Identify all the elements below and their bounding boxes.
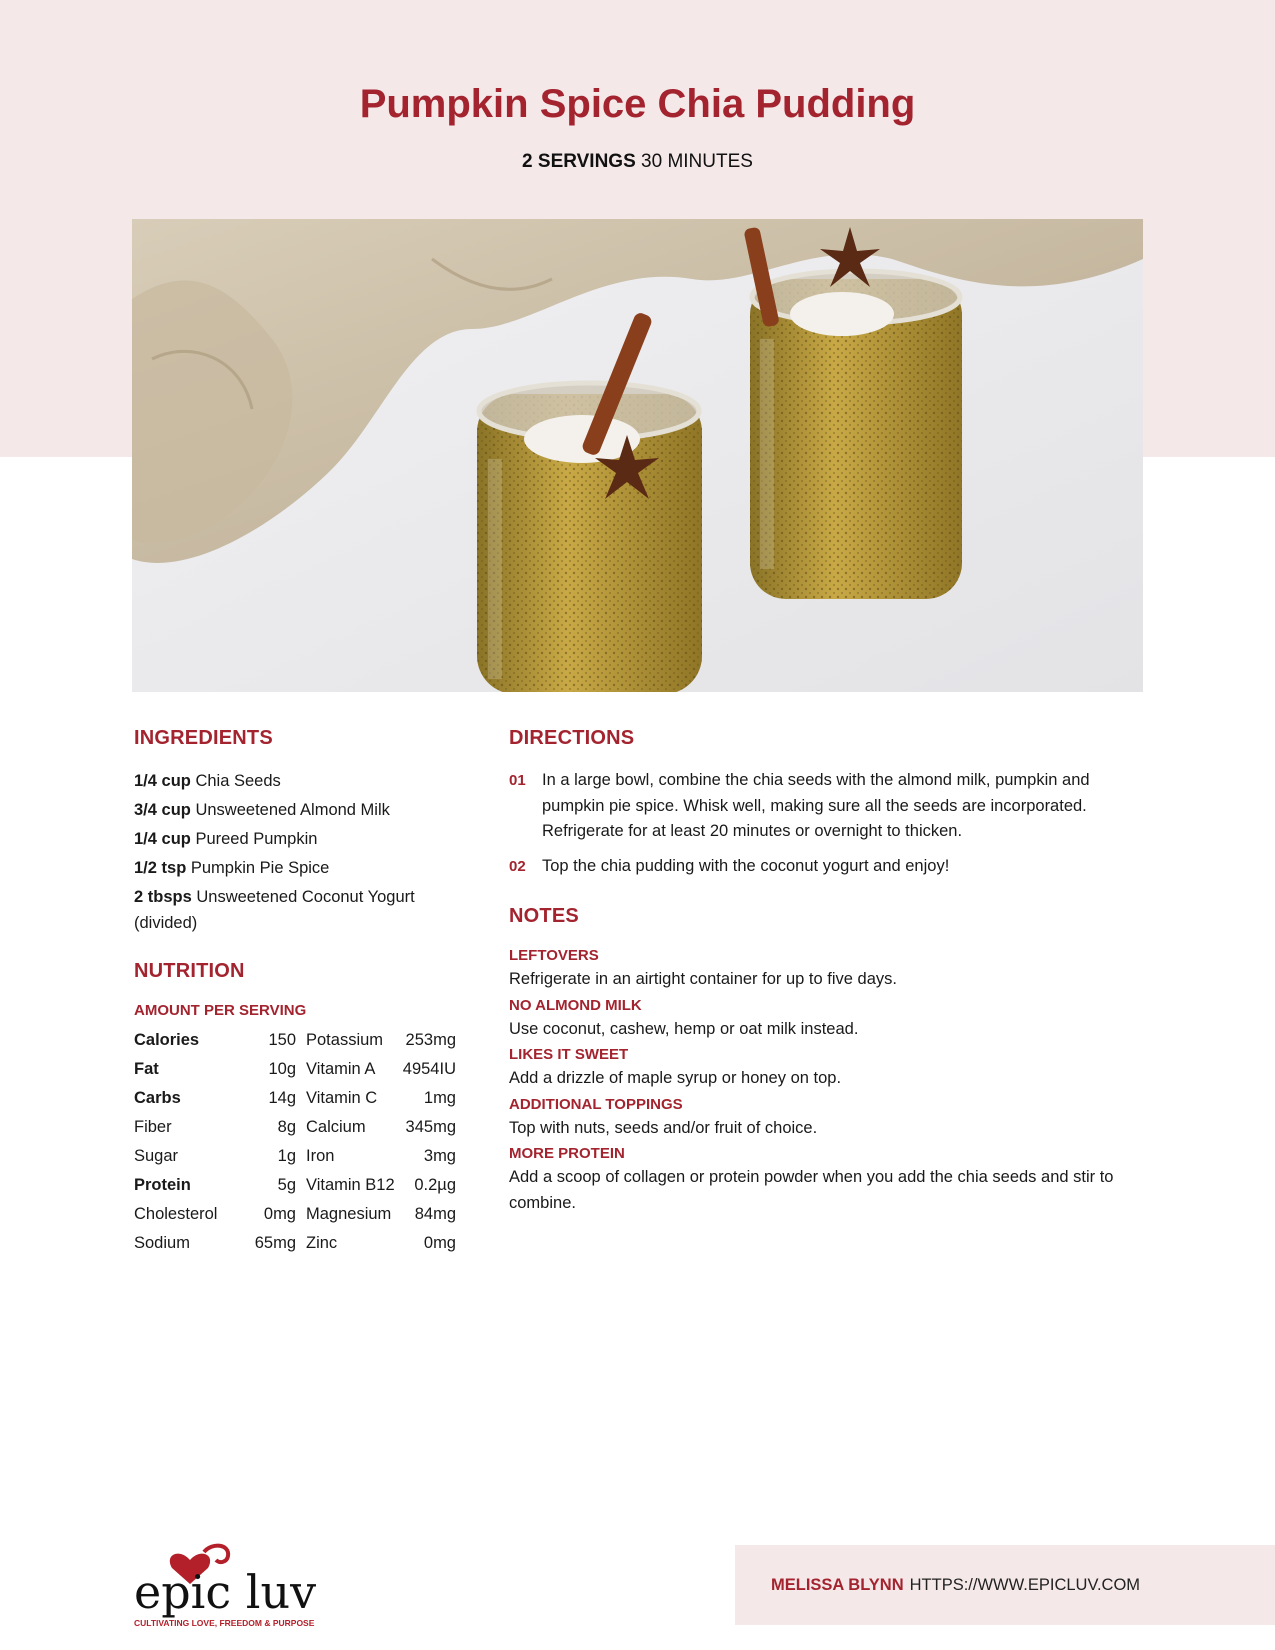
ingredient-item <box>134 884 454 936</box>
nutrition-row <box>134 1055 456 1084</box>
nutrient-label: Vitamin C <box>306 1089 378 1107</box>
nutrient-label: Sugar <box>134 1147 179 1165</box>
nutrition-row <box>134 1113 456 1142</box>
brand-logo <box>132 1530 322 1630</box>
ingredient-item <box>134 768 454 794</box>
recipe-photo <box>132 219 1143 692</box>
ingredient-name: Pureed Pumpkin <box>195 830 318 848</box>
note-title: LEFTOVERS <box>509 947 599 964</box>
nutrition-row <box>134 1200 456 1229</box>
nutrient-value: 0mg <box>423 1234 456 1252</box>
recipe-title: Pumpkin Spice Chia Pudding <box>359 82 916 126</box>
logo-wordmark: epic luv <box>134 1565 317 1619</box>
nutrient-label: Calcium <box>306 1118 366 1136</box>
nutrient-label: Magnesium <box>306 1205 392 1223</box>
nutrient-value: 5g <box>277 1176 296 1194</box>
nutrition-heading: NUTRITION <box>134 960 245 982</box>
nutrition-subheading: AMOUNT PER SERVING <box>134 1002 307 1019</box>
note-text: Add a drizzle of maple syrup or honey on top. <box>509 1069 842 1087</box>
step-number: 02 <box>509 857 526 875</box>
note-text: Refrigerate in an airtight container for up to five days. <box>509 970 897 988</box>
ingredient-name: Chia Seeds <box>195 772 281 790</box>
step-text: In a large bowl, combine the chia seeds with the almond milk, pumpkin and pumpkin pie spice. Whisk well, making sure all the seeds are incorporated. Refrigerate for at least 20 minutes or overnight to thicken. <box>542 771 1090 840</box>
ingredient-qty: 1/4 cup <box>134 830 191 848</box>
note-text: Top with nuts, seeds and/or fruit of choice. <box>509 1118 818 1137</box>
nutrient-label: Potassium <box>306 1031 384 1049</box>
ingredient-qty: 2 tbsps <box>134 888 192 906</box>
nutrient-value: 8g <box>277 1118 296 1136</box>
nutrient-label: Iron <box>306 1147 335 1165</box>
ingredient-qty: 1/4 cup <box>134 772 191 790</box>
nutrient-value: 65mg <box>254 1234 296 1252</box>
nutrient-value: 14g <box>268 1089 296 1107</box>
website-link[interactable]: HTTPS://WWW.EPICLUV.COM <box>909 1575 1141 1594</box>
nutrient-label: Vitamin A <box>306 1060 376 1078</box>
nutrition-row <box>134 1142 456 1171</box>
nutrient-value: 84mg <box>414 1205 456 1223</box>
nutrient-value: 3mg <box>423 1147 456 1165</box>
ingredients-heading: INGREDIENTS <box>134 727 273 749</box>
directions-heading: DIRECTIONS <box>509 727 635 749</box>
ingredient-qty: 3/4 cup <box>134 801 191 819</box>
ingredients-list <box>134 768 454 939</box>
nutrient-value: 10g <box>268 1060 296 1078</box>
nutrition-row <box>134 1171 456 1200</box>
nutrient-label: Sodium <box>134 1234 190 1252</box>
nutrition-row <box>134 1229 456 1258</box>
note-title: ADDITIONAL TOPPINGS <box>509 1095 683 1113</box>
step-text: Top the chia pudding with the coconut yogurt and enjoy! <box>542 856 950 875</box>
directions-list <box>509 768 1129 888</box>
direction-step <box>509 854 1129 880</box>
note-title: LIKES IT SWEET <box>509 1046 629 1063</box>
nutrient-label: Cholesterol <box>134 1205 218 1223</box>
ingredient-name: Unsweetened Almond Milk <box>195 801 390 819</box>
nutrient-value: 1g <box>277 1147 296 1165</box>
note-title: MORE PROTEIN <box>509 1145 625 1162</box>
direction-step <box>509 768 1129 845</box>
notes-list <box>509 945 1139 1218</box>
nutrient-label: Vitamin B12 <box>306 1176 395 1194</box>
note-text: Add a scoop of collagen or protein powder when you add the chia seeds and stir to combine. <box>509 1168 1114 1212</box>
nutrient-label: Fiber <box>134 1118 172 1136</box>
recipe-meta <box>0 151 1275 173</box>
nutrient-value: 345mg <box>405 1118 456 1136</box>
ingredient-item <box>134 826 454 852</box>
ingredient-name: Unsweetened Coconut Yogurt (divided) <box>134 888 415 932</box>
servings: 2 SERVINGS <box>522 151 636 172</box>
nutrient-value: 4954IU <box>402 1060 456 1078</box>
nutrient-value: 0mg <box>263 1205 296 1223</box>
ingredient-name: Pumpkin Pie Spice <box>190 859 330 877</box>
nutrient-value: 0.2µg <box>414 1176 456 1194</box>
notes-heading: NOTES <box>509 905 579 927</box>
nutrition-row <box>134 1084 456 1113</box>
nutrient-label: Calories <box>134 1031 200 1049</box>
note-title: NO ALMOND MILK <box>509 996 642 1014</box>
nutrient-label: Zinc <box>306 1234 338 1252</box>
prep-time: 30 MINUTES <box>641 151 753 172</box>
note-text: Use coconut, cashew, hemp or oat milk instead. <box>509 1019 859 1038</box>
nutrient-label: Carbs <box>134 1089 181 1107</box>
nutrition-table <box>134 1026 456 1258</box>
nutrient-value: 253mg <box>405 1031 456 1049</box>
ingredient-item <box>134 797 454 823</box>
step-number: 01 <box>509 772 526 789</box>
nutrient-label: Fat <box>134 1060 159 1078</box>
nutrient-label: Protein <box>134 1176 191 1194</box>
ingredient-qty: 1/2 tsp <box>134 859 187 877</box>
author-name: MELISSA BLYNN <box>771 1575 904 1594</box>
nutrition-row <box>134 1026 456 1055</box>
footer-credit <box>735 1545 1275 1625</box>
logo-tagline: CULTIVATING LOVE, FREEDOM & PURPOSE <box>134 1618 315 1628</box>
nutrient-value: 150 <box>268 1031 296 1049</box>
nutrient-value: 1mg <box>423 1089 456 1107</box>
ingredient-item <box>134 855 454 881</box>
